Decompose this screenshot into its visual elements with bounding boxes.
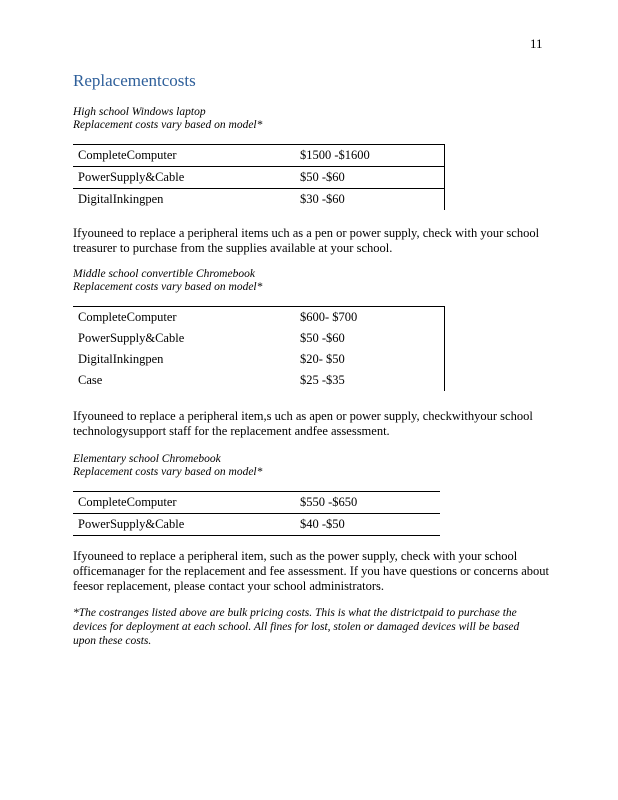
replacement-note-elementary: Ifyouneed to replace a peripheral item, such as the power supply, check with your school officemanager for the replacement and fee assessment. If you have questions or concerns about feesor replacement, please contact your school administrators. xyxy=(73,549,549,593)
item-name: PowerSupply&Cable xyxy=(78,170,185,184)
item-name: PowerSupply&Cable xyxy=(78,517,185,531)
item-name: CompleteComputer xyxy=(78,495,177,509)
section-title-line2: Replacement costs vary based on model* xyxy=(73,119,263,131)
cost-table-middle-school xyxy=(73,306,445,391)
table-row xyxy=(73,492,440,514)
table-row xyxy=(73,189,444,210)
section-title-line1: Elementary school Chromebook xyxy=(73,453,221,465)
item-cost: $600- $700 xyxy=(300,310,358,324)
replacement-note-middle-school: Ifyouneed to replace a peripheral item,s uch as apen or power supply, checkwithyour school technologysupport staff for the replacement andfee assessment. xyxy=(73,409,533,438)
table-row xyxy=(73,307,444,328)
page-number: 11 xyxy=(530,36,543,51)
section-title-high-school xyxy=(73,106,262,132)
replacement-note-high-school: Ifyouneed to replace a peripheral items uch as a pen or power supply, check with your school treasurer to purchase from the supplies available at your school. xyxy=(73,226,540,255)
section-title-elementary xyxy=(73,453,262,479)
item-cost: $25 -$35 xyxy=(300,373,345,387)
item-cost: $550 -$650 xyxy=(300,495,358,509)
item-name: DigitalInkingpen xyxy=(78,352,164,366)
item-cost: $40 -$50 xyxy=(300,517,345,531)
section-title-line1: High school Windows laptop xyxy=(73,106,206,118)
table-row xyxy=(73,349,444,370)
item-name: CompleteComputer xyxy=(78,148,177,162)
table-row xyxy=(73,145,444,167)
cost-table-high-school xyxy=(73,144,445,210)
table-row xyxy=(73,328,444,349)
pricing-footnote: *The costranges listed above are bulk pricing costs. This is what the districtpaid to purchase the devices for deployment at each school. All fines for lost, stolen or damaged devices will be based upon these costs. xyxy=(73,607,520,647)
table-row xyxy=(73,514,440,536)
item-name: CompleteComputer xyxy=(78,310,177,324)
item-name: DigitalInkingpen xyxy=(78,192,164,206)
item-name: PowerSupply&Cable xyxy=(78,331,185,345)
section-title-line1: Middle school convertible Chromebook xyxy=(73,268,255,280)
cost-table-elementary xyxy=(73,491,440,536)
item-cost: $1500 -$1600 xyxy=(300,148,370,162)
section-title-line2: Replacement costs vary based on model* xyxy=(73,281,263,293)
item-cost: $30 -$60 xyxy=(300,192,345,206)
item-name: Case xyxy=(78,373,103,387)
item-cost: $50 -$60 xyxy=(300,170,345,184)
section-title-middle-school xyxy=(73,268,262,294)
table-row xyxy=(73,167,444,189)
item-cost: $20- $50 xyxy=(300,352,345,366)
page-heading: Replacementcosts xyxy=(73,71,196,90)
table-row xyxy=(73,370,444,391)
section-title-line2: Replacement costs vary based on model* xyxy=(73,466,263,478)
item-cost: $50 -$60 xyxy=(300,331,345,345)
